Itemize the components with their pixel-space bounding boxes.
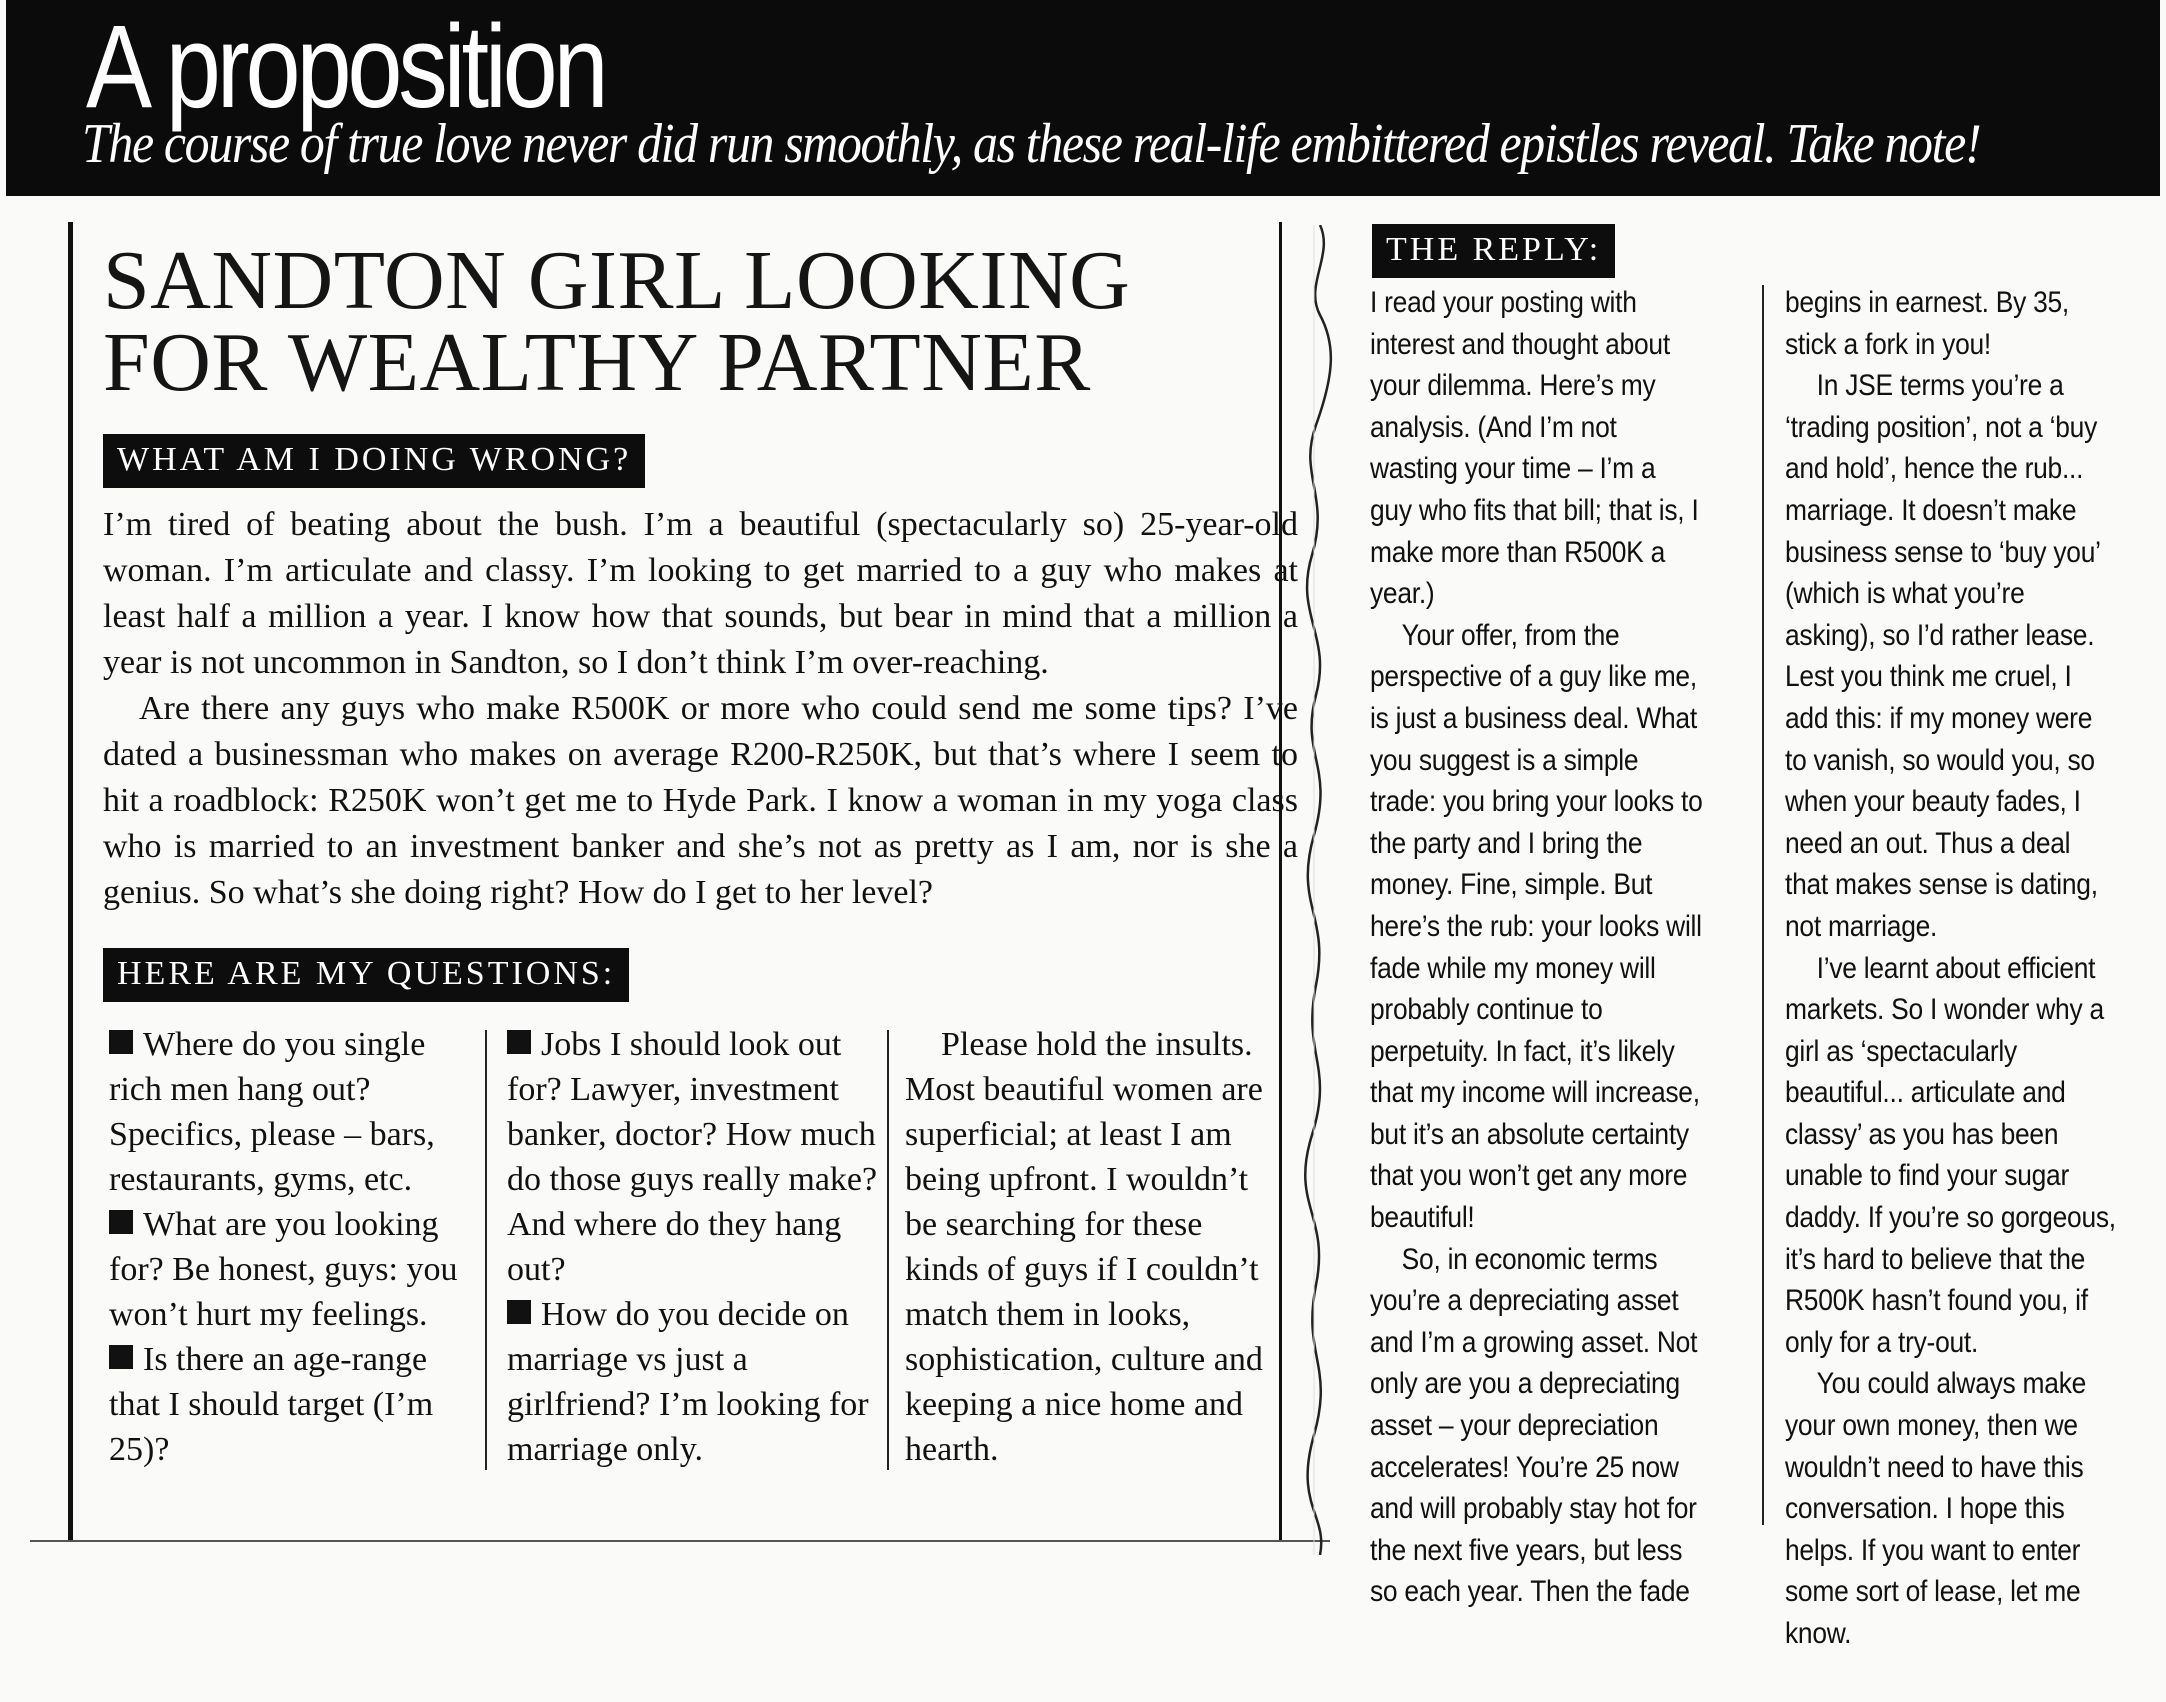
headline-line-1: SANDTON GIRL LOOKING [103,234,1131,327]
column-divider [887,1030,889,1470]
square-bullet-icon [109,1345,133,1369]
article-headline [103,234,1253,409]
questions-columns [103,1022,1353,1702]
section-label-wrong: WHAT AM I DOING WRONG? [103,434,645,488]
reply-column-1 [1370,282,1703,1613]
column-divider [485,1030,487,1470]
closing-paragraph: Please hold the insults. Most beautiful women are superficial; at least I am being upfront. I wouldn’t be searching for these kinds of guys if I couldn’t match them in looks, sophistication, culture and keeping a nice home and hearth. [905,1026,1263,1468]
question-item: Where do you single rich men hang out? Specifics, please – bars, restaurants, gyms, etc. [109,1026,435,1198]
square-bullet-icon [109,1210,133,1234]
letter-article [68,222,1298,1542]
reply-paragraph: In JSE terms you’re a ‘trading position’, not a ‘buy and hold’, hence the rub... marriage. It doesn’t make business sense to ‘buy you’ (which is what you’re asking), so I’d rather lease. Lest you think me cruel, I add this: if my money were to vanish, so would you, so when your beauty fades, I need an out. Thus a deal that makes sense is dating, not marriage. [1785,369,2100,943]
letter-paragraph-2: Are there any guys who make R500K or more who could send me some tips? I’ve dated a businessman who makes on average R200-R250K, but that’s where I seem to hit a roadblock: R250K won’t get me to Hyde Park. I know a woman in my yoga class who is married to an investment banker and she’s not as pretty as I am, nor is she a genius. So what’s she doing right? How do I get to her level? [103,690,1298,911]
bottom-rule [30,1540,1330,1542]
letter-paragraph-1: I’m tired of beating about the bush. I’m a beautiful (spectacularly so) 25-year-old woman. I’m articulate and classy. I’m looking to get married to a guy who makes at least half a million a year. I know how that sounds, but bear in mind that a million a year is not uncommon in Sandton, so I don’t think I’m over-reaching. [103,506,1298,681]
reply-paragraph: So, in economic terms you’re a depreciating asset and I’m a growing asset. Not only are you a depreciating asset – your depreciation accelerates! You’re 25 now and will probably stay hot for the next five years, but less so each year. Then the fade [1370,1242,1698,1609]
torn-edge-divider [1290,225,1350,1555]
reply-column-divider [1762,285,1764,1525]
question-item: How do you decide on marriage vs just a girlfriend? I’m looking for marriage only. [507,1296,869,1468]
reply-paragraph: I read your posting with interest and thought about your dilemma. Here’s my analysis. (And I’m not wasting your time – I’m a guy who fits that bill; that is, I make more than R500K a year.) [1370,286,1699,611]
page-title: A proposition [86,1,605,133]
questions-column-1 [109,1022,467,1472]
title-banner [6,0,2160,196]
reply-label: THE REPLY: [1372,224,1615,278]
reply-paragraph: You could always make your own money, then we wouldn’t need to have this conversation. I hope this helps. If you want to enter some sort of lease, let me know. [1785,1367,2087,1650]
reply-paragraph: I’ve learnt about efficient markets. So I wonder why a girl as ‘spectacularly beautiful... articulate and classy’ as you has been unable to find your sugar daddy. If you’re so gorgeous, it’s hard to believe that the R500K hasn’t found you, if only for a try-out. [1785,951,2116,1359]
reply-paragraph: Your offer, from the perspective of a guy like me, is just a business deal. What you suggest is a simple trade: you bring your looks to the party and I bring the money. Fine, simple. But here’s the rub: your looks will fade while my money will probably continue to perpetuity. In fact, it’s likely that my income will increase, but it’s an absolute certainty that you won’t get any more beautiful! [1370,618,1703,1235]
page-subtitle: The course of true love never did run smoothly, as these real-life embittered epistles reveal. Take note! [82,113,1981,175]
reply-paragraph: begins in earnest. By 35, stick a fork in you! [1785,286,2069,361]
question-item: What are you looking for? Be honest, guys: you won’t hurt my feelings. [109,1206,458,1333]
reply-column-2 [1785,282,2118,1655]
headline-line-2: FOR WEALTHY PARTNER [103,316,1091,409]
question-item: Jobs I should look out for? Lawyer, investment banker, doctor? How much do those guys really make? And where do they hang out? [507,1026,878,1288]
section-label-questions: HERE ARE MY QUESTIONS: [103,948,629,1002]
letter-body [103,502,1298,916]
square-bullet-icon [109,1030,133,1054]
square-bullet-icon [507,1030,531,1054]
questions-column-2 [507,1022,887,1472]
square-bullet-icon [507,1300,531,1324]
question-item: Is there an age-range that I should target (I’m 25)? [109,1341,434,1468]
